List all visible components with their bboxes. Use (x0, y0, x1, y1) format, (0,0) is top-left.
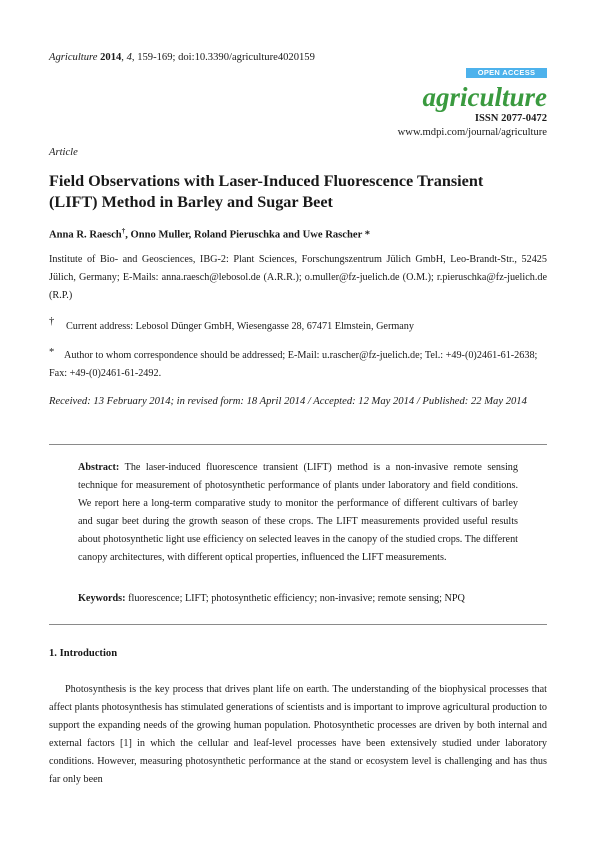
abstract-text: The laser-induced fluorescence transient (LIFT) method is a non-invasive remote sensing technique for measurement of photosynthetic performance of plants under laboratory and field conditions. We report here a long-term comparative study to monitor the performance of different cultivars of barley and sugar beet during the growth season of these crops. The LIFT measurements provided useful results about photosynthetic light use efficiency on selected leaves in the canopy of the studied crops. The different canopy architectures, with different optical properties, influenced the LIFT measurements. (78, 462, 518, 563)
author-first: Anna R. Raesch (49, 229, 122, 241)
journal-logo: agriculture (422, 82, 547, 112)
dagger-mark: † (121, 227, 126, 235)
body-paragraph: Photosynthesis is the key process that drives plant life on earth. The understanding of the biophysical processes that affect plants photosynthesis has stimulated generations of scientists and is important to improve agricultural production to support the expanding needs of the growing human population. Photosynthetic processes are driven by both internal and external factors [1] in which the cellular and leaf-level processes have been extensively studied under laboratory conditions. However, measuring photosynthetic performance at the stand or ecosystem level is challenging and has thus far only been (49, 684, 547, 785)
footnote-dagger-mark: † (49, 316, 55, 327)
citation-journal: Agriculture (49, 52, 98, 63)
abstract (78, 459, 518, 567)
citation-volume: 4 (126, 52, 132, 63)
open-access-badge: OPEN ACCESS (466, 68, 547, 78)
publication-dates: Received: 13 February 2014; in revised form: 18 April 2014 / Accepted: 12 May 2014 / Published: 22 May 2014 (49, 396, 527, 407)
divider-top (49, 444, 547, 445)
paper-title: Field Observations with Laser-Induced Fluorescence Transient (LIFT) Method in Barley and Sugar Beet (49, 172, 484, 211)
abstract-label: Abstract: (78, 462, 120, 473)
journal-website-link[interactable]: www.mdpi.com/journal/agriculture (397, 127, 547, 138)
footnote-star-mark: * (49, 347, 55, 358)
section-heading: 1. Introduction (49, 648, 118, 659)
affiliation: Institute of Bio- and Geosciences, IBG-2: Plant Sciences, Forschungszentrum Jülich GmbH, Leo-Brandt-Str., 52425 Jülich, Germany; E-Mails: anna.raesch@lebosol.de (A.R.R.); o.muller@fz-juelich.de (O.M.); r.pieruschka@fz-juelich.de (R.P.) (49, 254, 547, 301)
author-list (49, 227, 370, 241)
citation-year: 2014 (100, 52, 122, 63)
keywords-label: Keywords: (78, 593, 126, 604)
keywords-text: fluorescence; LIFT; photosynthetic efficiency; non-invasive; remote sensing; NPQ (128, 593, 465, 604)
citation-line: Agriculture 2014, 4, 159-169; doi:10.3390/agriculture4020159 (49, 52, 315, 63)
article-type: Article (49, 147, 78, 158)
footnote-dagger: Current address: Lebosol Dünger GmbH, Wiesengasse 28, 67471 Elmstein, Germany (66, 321, 414, 332)
issn: ISSN 2077-0472 (474, 113, 547, 124)
keywords (78, 590, 518, 608)
authors-rest: , Onno Muller, Roland Pieruschka and Uwe Rascher * (125, 229, 371, 241)
divider-bottom (49, 624, 547, 625)
citation-rest: , 159-169; doi:10.3390/agriculture4020159 (131, 52, 315, 63)
footnote-star: Author to whom correspondence should be addressed; E-Mail: u.rascher@fz-juelich.de; Tel.: +49-(0)2461-61-2638; Fax: +49-(0)2461-61-2492. (49, 350, 538, 379)
